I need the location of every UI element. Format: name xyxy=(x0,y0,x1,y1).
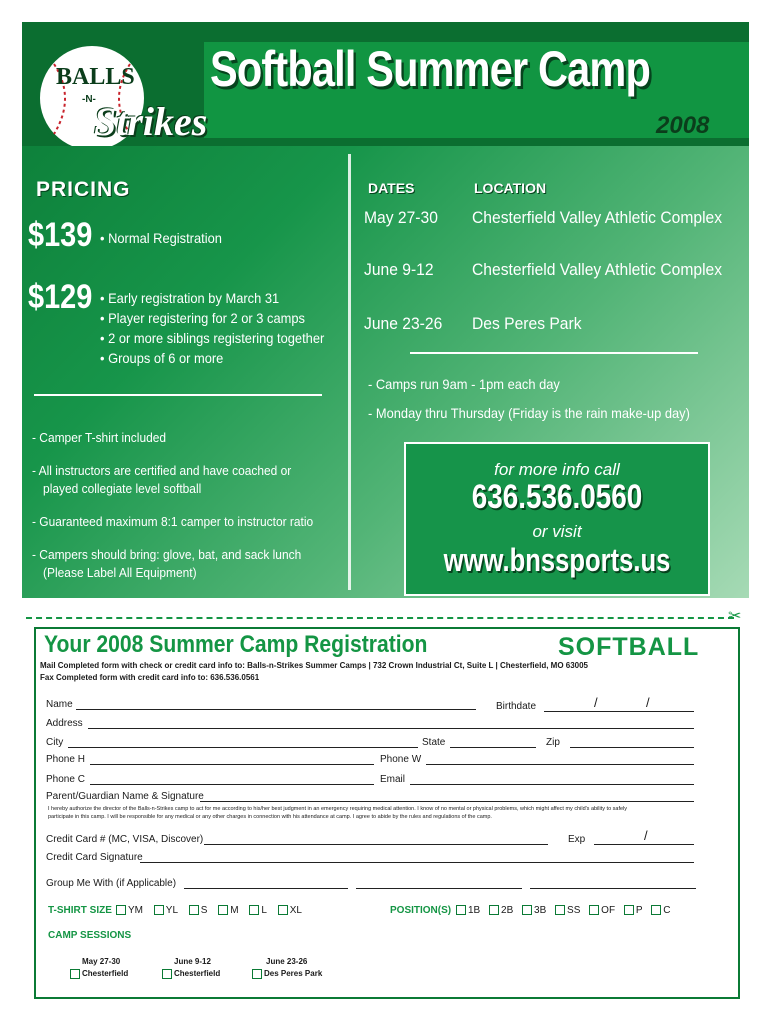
birthdate-sep: / xyxy=(646,695,650,710)
checkbox[interactable] xyxy=(589,905,599,915)
pricing-heading: PRICING xyxy=(36,178,131,201)
zip-field[interactable] xyxy=(570,747,694,748)
checkbox[interactable] xyxy=(624,905,634,915)
schedule-divider xyxy=(410,352,698,354)
checkbox[interactable] xyxy=(116,905,126,915)
cc-signature-label: Credit Card Signature xyxy=(46,852,143,863)
position-option[interactable] xyxy=(624,905,643,916)
tshirt-option[interactable] xyxy=(116,905,143,916)
feature-item: - Guaranteed maximum 8:1 camper to instructor ratio xyxy=(32,514,314,529)
group-field[interactable] xyxy=(184,888,348,889)
phone-number[interactable]: 636.536.0560 xyxy=(471,478,643,516)
price-early: $129 xyxy=(28,278,93,316)
feature-item: - All instructors are certified and have coached or xyxy=(32,463,292,478)
page-title: Softball Summer Camp xyxy=(210,41,650,97)
schedule-date: June 9-12 xyxy=(364,260,434,279)
group-field[interactable] xyxy=(356,888,522,889)
feature-item: - Campers should bring: glove, bat, and sack lunch xyxy=(32,547,302,562)
session-date: June 23-26 xyxy=(266,957,308,966)
cc-signature-field[interactable] xyxy=(140,862,694,863)
price-early-item: • Early registration by March 31 xyxy=(100,290,280,306)
price-early-item: • Player registering for 2 or 3 camps xyxy=(100,310,305,326)
fax-instructions: Fax Completed form with credit card info to: 636.536.0561 xyxy=(40,673,260,682)
tshirt-option[interactable] xyxy=(154,905,178,916)
logo-word-balls: BALLS xyxy=(56,64,135,90)
waiver-text: participate in this camp. I will be responsible for any medical or any other charges in connection with his attendance at camp. I agree to abide by the rules and regulations of the camp. xyxy=(48,814,492,820)
phone-c-label: Phone C xyxy=(46,774,85,785)
position-option[interactable] xyxy=(489,905,513,916)
logo-word-n: -N- xyxy=(82,94,96,105)
credit-card-label: Credit Card # (MC, VISA, Discover) xyxy=(46,834,204,845)
session-date: June 9-12 xyxy=(174,957,211,966)
option-label: C xyxy=(663,905,671,916)
position-option[interactable] xyxy=(651,905,670,916)
pricing-divider xyxy=(34,394,322,396)
session-place-row xyxy=(252,969,342,979)
zip-label: Zip xyxy=(546,737,560,748)
position-option[interactable] xyxy=(456,905,480,916)
checkbox[interactable] xyxy=(456,905,466,915)
option-label: M xyxy=(230,905,239,916)
email-field[interactable] xyxy=(410,784,694,785)
birthdate-field[interactable] xyxy=(544,711,694,712)
feature-item: (Please Label All Equipment) xyxy=(43,565,197,580)
feature-item: - Camper T-shirt included xyxy=(32,430,167,445)
checkbox[interactable] xyxy=(252,969,262,979)
location-heading: LOCATION xyxy=(474,180,547,196)
sessions-label: CAMP SESSIONS xyxy=(48,930,132,941)
birthdate-label: Birthdate xyxy=(496,701,537,712)
address-label: Address xyxy=(46,718,83,729)
city-field[interactable] xyxy=(68,747,418,748)
group-label: Group Me With (if Applicable) xyxy=(46,878,177,889)
birthdate-sep: / xyxy=(594,695,598,710)
tshirt-options xyxy=(116,905,302,916)
session-option[interactable] xyxy=(70,957,150,979)
city-label: City xyxy=(46,737,64,748)
option-label: SS xyxy=(567,905,581,916)
option-label: XL xyxy=(289,905,302,916)
session-option[interactable] xyxy=(162,957,242,979)
schedule-location: Chesterfield Valley Athletic Complex xyxy=(472,260,723,279)
visit-label: or visit xyxy=(532,522,582,541)
session-place: Chesterfield xyxy=(82,969,129,979)
schedule-note: - Monday thru Thursday (Friday is the rain make-up day) xyxy=(368,405,690,421)
phone-w-label: Phone W xyxy=(380,754,422,765)
exp-label: Exp xyxy=(568,834,586,845)
contact-box xyxy=(404,442,710,596)
column-divider xyxy=(348,154,351,590)
registration-form xyxy=(34,627,740,999)
dates-heading: DATES xyxy=(368,180,415,196)
checkbox[interactable] xyxy=(218,905,228,915)
phone-h-label: Phone H xyxy=(46,754,85,765)
checkbox[interactable] xyxy=(278,905,288,915)
call-label: for more info call xyxy=(494,460,620,479)
price-early-list xyxy=(100,288,344,368)
state-field[interactable] xyxy=(450,747,536,748)
position-label: POSITION(S) xyxy=(390,905,452,916)
address-field[interactable] xyxy=(88,728,694,729)
option-label: 3B xyxy=(534,905,547,916)
tshirt-option[interactable] xyxy=(278,905,302,916)
tshirt-option[interactable] xyxy=(189,905,208,916)
guardian-label: Parent/Guardian Name & Signature xyxy=(46,791,204,802)
exp-sep: / xyxy=(644,828,648,843)
feature-item: played collegiate level softball xyxy=(43,481,202,496)
flyer-panel xyxy=(22,22,749,598)
features-list xyxy=(32,428,338,582)
schedule-note: - Camps run 9am - 1pm each day xyxy=(368,376,560,392)
cut-line xyxy=(26,617,734,619)
checkbox[interactable] xyxy=(651,905,661,915)
schedule-date: June 23-26 xyxy=(364,314,443,333)
option-label: OF xyxy=(601,905,616,916)
waiver-text: I hereby authorize the director of the Balls-n-Strikes camp to act for me according to his/her best judgment in an emergency requiring medical attention. I know of no mental or physical problems, which might affect my child's ability to safely xyxy=(48,806,628,812)
position-option[interactable] xyxy=(522,905,546,916)
tshirt-option[interactable] xyxy=(218,905,238,916)
schedule-location: Des Peres Park xyxy=(472,314,582,333)
session-place: Chesterfield xyxy=(174,969,221,979)
session-option[interactable] xyxy=(252,957,342,979)
checkbox[interactable] xyxy=(154,905,164,915)
option-label: 1B xyxy=(468,905,481,916)
checkbox[interactable] xyxy=(70,969,80,979)
schedule-location: Chesterfield Valley Athletic Complex xyxy=(472,208,723,227)
checkbox[interactable] xyxy=(162,969,172,979)
logo-word-strikes: Strikes xyxy=(94,99,208,144)
schedule-date: May 27-30 xyxy=(364,208,438,227)
option-label: L xyxy=(261,905,267,916)
checkbox[interactable] xyxy=(555,905,565,915)
price-early-item: • Groups of 6 or more xyxy=(100,350,224,366)
position-options xyxy=(456,905,671,916)
tshirt-option[interactable] xyxy=(249,905,267,916)
exp-field[interactable] xyxy=(594,844,694,845)
checkbox[interactable] xyxy=(249,905,259,915)
price-normal-desc: • Normal Registration xyxy=(100,230,222,246)
website-link[interactable]: www.bnssports.us xyxy=(443,542,671,578)
position-option[interactable] xyxy=(555,905,580,916)
price-normal: $139 xyxy=(28,216,93,254)
credit-card-field[interactable] xyxy=(204,844,548,845)
position-option[interactable] xyxy=(589,905,615,916)
checkbox[interactable] xyxy=(189,905,199,915)
guardian-field[interactable] xyxy=(200,801,694,802)
email-label: Email xyxy=(380,774,406,785)
phone-c-field[interactable] xyxy=(90,784,374,785)
group-field[interactable] xyxy=(530,888,696,889)
name-field[interactable] xyxy=(76,709,476,710)
checkbox[interactable] xyxy=(489,905,499,915)
option-label: YL xyxy=(165,905,179,916)
option-label: S xyxy=(200,905,208,916)
checkbox[interactable] xyxy=(522,905,532,915)
mail-instructions: Mail Completed form with check or credit card info to: Balls-n-Strikes Summer Camps | 732 Crown Industrial Ct, Suite L | Chesterfield, MO 63005 xyxy=(40,661,589,670)
form-title: Your 2008 Summer Camp Registration xyxy=(44,631,428,658)
session-date: May 27-30 xyxy=(82,957,121,966)
session-place: Des Peres Park xyxy=(264,969,323,979)
price-early-item: • 2 or more siblings registering together xyxy=(100,330,325,346)
session-place-row xyxy=(70,969,150,979)
name-label: Name xyxy=(46,699,73,710)
year-label: 2008 xyxy=(656,112,710,139)
phone-w-field[interactable] xyxy=(426,764,694,765)
tshirt-label: T-SHIRT SIZE xyxy=(48,905,112,916)
form-sport: SOFTBALL xyxy=(558,633,700,661)
option-label: YM xyxy=(128,905,143,916)
state-label: State xyxy=(422,737,446,748)
scissors-icon: ✂ xyxy=(728,608,742,625)
session-place-row xyxy=(162,969,242,979)
phone-h-field[interactable] xyxy=(90,764,374,765)
option-label: P xyxy=(635,905,643,916)
option-label: 2B xyxy=(501,905,514,916)
